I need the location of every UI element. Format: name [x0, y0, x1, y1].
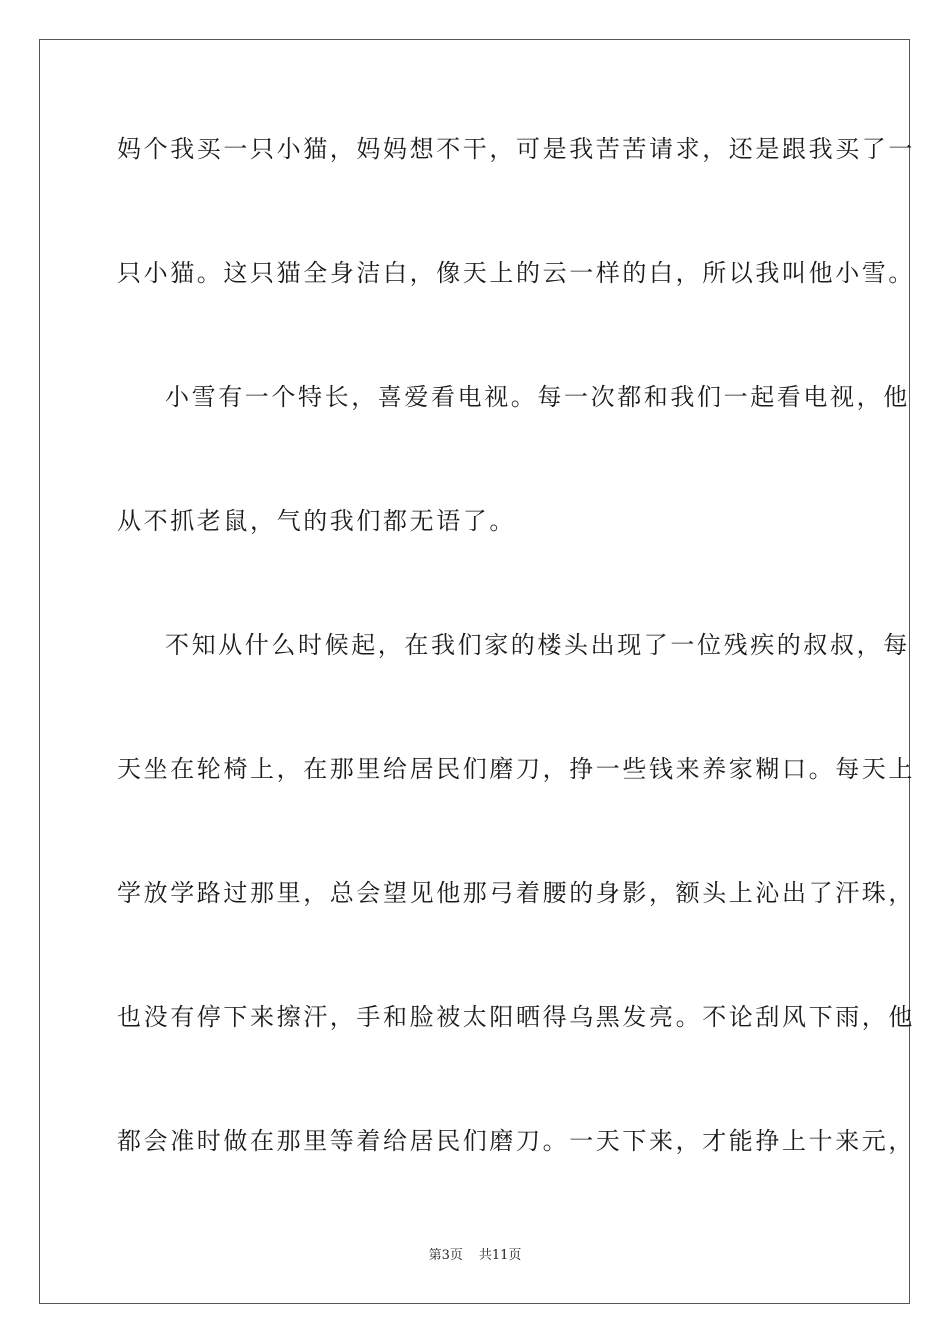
text-line: 只小猫。这只猫全身洁白，像天上的云一样的白，所以我叫他小雪。 — [117, 259, 915, 287]
text-line: 学放学路过那里，总会望见他那弓着腰的身影，额头上沁出了汗珠， — [117, 879, 915, 907]
text-line: 都会准时做在那里等着给居民们磨刀。一天下来，才能挣上十来元， — [117, 1127, 915, 1155]
text-line: 也没有停下来擦汗，手和脸被太阳晒得乌黑发亮。不论刮风下雨，他 — [117, 1003, 915, 1031]
page-border — [39, 39, 915, 1304]
text-line: 天坐在轮椅上，在那里给居民们磨刀，挣一些钱来养家糊口。每天上 — [117, 755, 915, 783]
page-footer — [0, 1247, 950, 1265]
paragraph-start-line: 不知从什么时候起，在我们家的楼头出现了一位残疾的叔叔，每 — [165, 631, 910, 659]
text-line: 从不抓老鼠，气的我们都无语了。 — [117, 507, 516, 535]
page-number: 第3页 — [428, 1248, 463, 1263]
page-total: 共11页 — [478, 1248, 522, 1263]
text-line: 妈个我买一只小猫，妈妈想不干，可是我苦苦请求，还是跟我买了一 — [117, 135, 915, 163]
paragraph-start-line: 小雪有一个特长，喜爱看电视。每一次都和我们一起看电视，他 — [165, 383, 910, 411]
